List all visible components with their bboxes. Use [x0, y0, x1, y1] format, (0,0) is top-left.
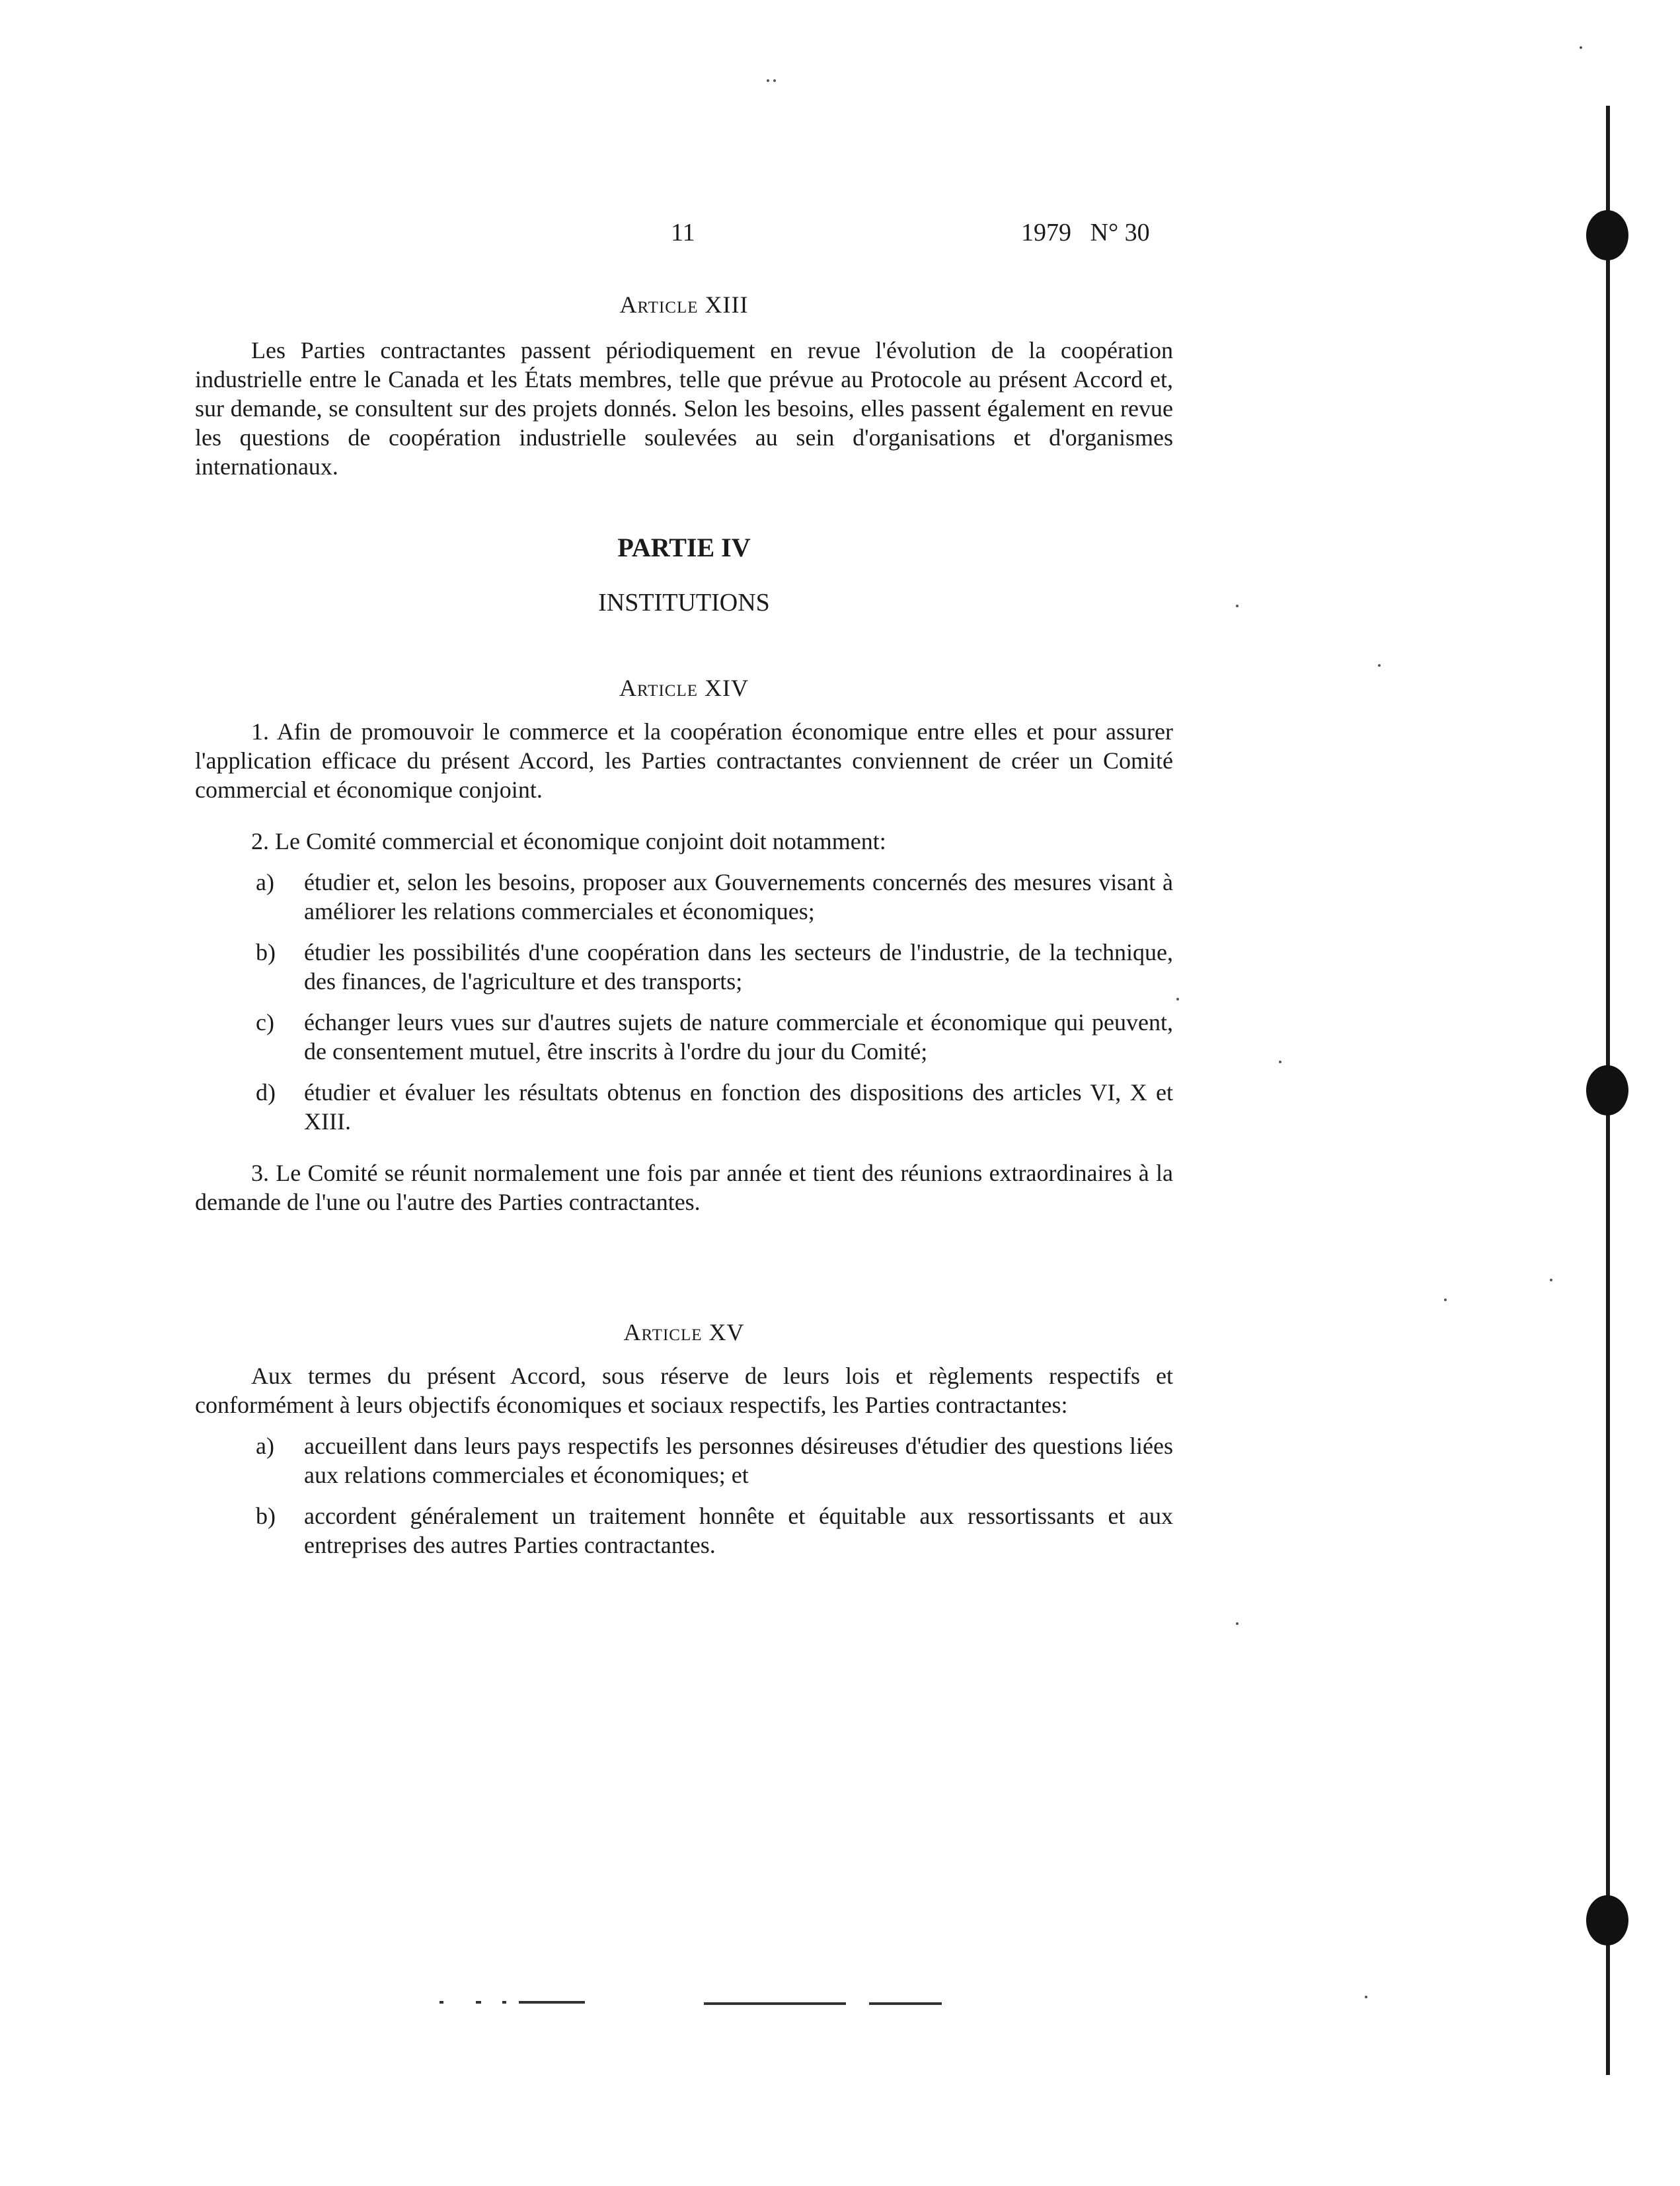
scan-mark [704, 2002, 846, 2005]
list-item [195, 1431, 1173, 1489]
article-14-heading: Article XIV [619, 675, 749, 701]
scan-mark [476, 2001, 481, 2004]
scan-speck [1236, 605, 1239, 607]
part-4-subheading: INSTITUTIONS [598, 589, 770, 617]
list-marker: b) [256, 1503, 276, 1529]
list-marker: a) [256, 869, 274, 895]
list-item [195, 1501, 1173, 1560]
article-13-heading: Article XIII [619, 291, 749, 318]
scan-speck [773, 79, 776, 82]
scan-mark [869, 2002, 942, 2005]
scan-speck [1550, 1279, 1552, 1281]
list-marker: c) [256, 1009, 274, 1036]
scan-mark [439, 2001, 443, 2004]
article-14-paragraph-3: 3. Le Comité se réunit normalement une fois par année et tient des réunions extraordinaires à la demande de l'une ou l'autre des Parties contractantes. [195, 1160, 1173, 1215]
scan-mark [519, 2001, 585, 2004]
part-4-heading: PARTIE IV [617, 533, 751, 562]
list-item-text: accordent généralement un traitement honnête et équitable aux ressortissants et aux entreprises des autres Parties contractantes. [304, 1503, 1173, 1558]
punch-hole-icon [1586, 210, 1628, 260]
punch-hole-icon [1586, 1065, 1628, 1115]
list-item [195, 1078, 1173, 1136]
article-15-body [195, 1361, 1173, 1571]
article-14-body [195, 717, 1173, 1217]
article-15-list [195, 1431, 1173, 1560]
list-item [195, 938, 1173, 996]
scan-speck [1580, 46, 1582, 49]
list-item [195, 1008, 1173, 1066]
scan-speck [1378, 664, 1381, 667]
scan-speck [1236, 1622, 1239, 1625]
list-item-text: échanger leurs vues sur d'autres sujets de nature commerciale et économique qui peuvent, de consentement mutuel, être inscrits à l'ordre du jour du Comité; [304, 1009, 1173, 1065]
article-15-heading: Article XV [623, 1319, 745, 1345]
list-marker: b) [256, 939, 276, 965]
list-item-text: étudier les possibilités d'une coopération dans les secteurs de l'industrie, de la technique, des finances, de l'agriculture et des transports; [304, 939, 1173, 995]
scan-mark [502, 2001, 506, 2004]
list-marker: a) [256, 1433, 274, 1459]
page-number: 11 [671, 219, 695, 246]
article-14-list [195, 868, 1173, 1136]
scan-speck [1176, 998, 1179, 1000]
list-marker: d) [256, 1079, 276, 1106]
scan-speck [1279, 1061, 1281, 1063]
punch-hole-icon [1586, 1895, 1628, 1945]
article-14-paragraph-1: 1. Afin de promouvoir le commerce et la coopération économique entre elles et pour assurer l'application efficace du présent Accord, les Parties contractantes conviennent de créer un Comité commercial et économique conjoint. [195, 718, 1173, 803]
article-15-intro: Aux termes du présent Accord, sous réserve de leurs lois et règlements respectifs et conformément à leurs objectifs économiques et sociaux respectifs, les Parties contractantes: [195, 1363, 1173, 1418]
list-item [195, 868, 1173, 926]
year-and-number: 1979 N° 30 [1021, 219, 1150, 246]
scan-speck [767, 79, 769, 82]
article-13-body [195, 336, 1173, 481]
article-14-paragraph-2: 2. Le Comité commercial et économique conjoint doit notamment: [251, 828, 886, 854]
list-item-text: accueillent dans leurs pays respectifs les personnes désireuses d'étudier des questions liées aux relations commerciales et économiques; et [304, 1433, 1173, 1488]
article-13-paragraph: Les Parties contractantes passent périodiquement en revue l'évolution de la coopération industrielle entre le Canada et les États membres, telle que prévue au Protocole au présent Accord et, sur demande, se consultent sur des projets donnés. Selon les besoins, elles passent également en revue les questions de coopération industrielle soulevées au sein d'organisations et d'organismes internationaux. [195, 337, 1173, 480]
list-item-text: étudier et, selon les besoins, proposer aux Gouvernements concernés des mesures visant à améliorer les relations commerciales et économiques; [304, 869, 1173, 924]
scan-speck [1444, 1299, 1447, 1301]
scan-speck [1365, 1996, 1367, 1998]
list-item-text: étudier et évaluer les résultats obtenus en fonction des dispositions des articles VI, X et XIII. [304, 1079, 1173, 1135]
